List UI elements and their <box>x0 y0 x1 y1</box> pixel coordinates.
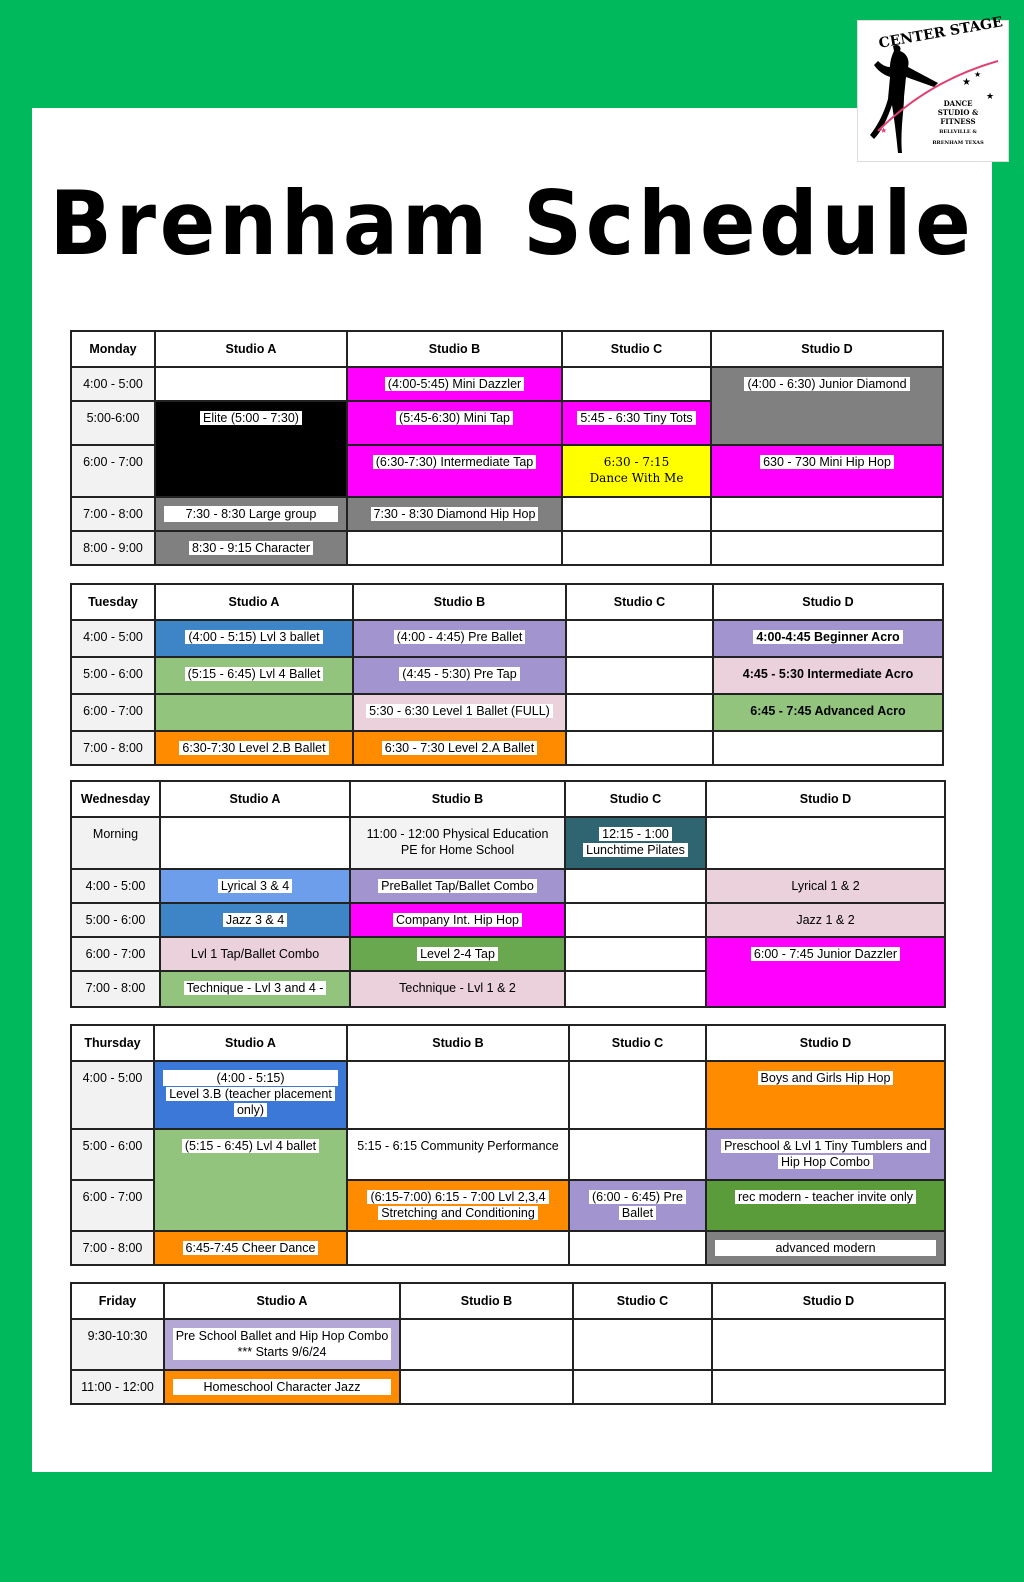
day-label: Monday <box>71 331 155 367</box>
time-cell: 6:00 - 7:00 <box>71 694 155 731</box>
class-cell <box>569 1180 706 1231</box>
table-row <box>71 1061 945 1129</box>
class-cell <box>160 869 350 903</box>
class-label: Ballet <box>619 1206 656 1220</box>
header-row <box>71 331 943 367</box>
class-label-line: *** Starts 9/6/24 <box>237 1345 327 1359</box>
class-cell <box>155 657 353 694</box>
thursday-table <box>70 1024 946 1266</box>
time-cell: Morning <box>71 817 160 869</box>
class-label: Lvl 1 Tap/Ballet Combo <box>190 947 320 961</box>
class-label: (6:30-7:30) Intermediate Tap <box>373 455 537 469</box>
class-label: Level 2-4 Tap <box>417 947 498 961</box>
class-label-line: Pre School Ballet and Hip Hop Combo <box>175 1329 389 1343</box>
class-label: (6:15-7:00) 6:15 - 7:00 Lvl 2,3,4 <box>367 1190 548 1204</box>
studio-d-header: Studio D <box>706 1025 945 1061</box>
time-cell: 6:00 - 7:00 <box>71 445 155 497</box>
class-cell <box>164 1319 400 1370</box>
table-row <box>71 657 943 694</box>
studio-b-header: Studio B <box>347 1025 569 1061</box>
svg-text:★: ★ <box>974 70 982 79</box>
class-cell <box>155 531 347 565</box>
class-cell <box>350 903 565 937</box>
class-cell <box>706 903 945 937</box>
table-row <box>71 367 943 401</box>
time-cell: 7:00 - 8:00 <box>71 731 155 765</box>
time-cell: 6:00 - 7:00 <box>71 1180 154 1231</box>
class-cell <box>562 445 711 497</box>
empty-cell <box>711 497 943 531</box>
header-row <box>71 1025 945 1061</box>
class-label: Hip Hop Combo <box>778 1155 873 1169</box>
class-cell <box>706 1180 945 1231</box>
class-cell <box>706 869 945 903</box>
table-row <box>71 694 943 731</box>
monday-table <box>70 330 944 566</box>
studio-c-header: Studio C <box>562 331 711 367</box>
empty-cell <box>711 531 943 565</box>
class-label: 7:30 - 8:30 Diamond Hip Hop <box>371 507 539 521</box>
class-cell <box>706 937 945 1007</box>
empty-cell <box>562 497 711 531</box>
class-cell <box>713 657 943 694</box>
empty-cell <box>155 367 347 401</box>
time-cell: 4:00 - 5:00 <box>71 367 155 401</box>
logo-line-2: DANCE STUDIO & FITNESS <box>937 99 979 126</box>
class-cell <box>160 903 350 937</box>
table-row <box>71 1231 945 1265</box>
studio-d-header: Studio D <box>713 584 943 620</box>
time-cell: 7:00 - 8:00 <box>71 497 155 531</box>
class-label: 4:00-4:45 Beginner Acro <box>753 630 902 644</box>
class-label: Homeschool Character Jazz <box>173 1379 391 1395</box>
studio-c-header: Studio C <box>569 1025 706 1061</box>
time-cell: 5:00 - 6:00 <box>71 657 155 694</box>
class-label: (6:00 - 6:45) Pre <box>589 1190 686 1204</box>
class-label: (4:00 - 6:30) Junior Diamond <box>744 377 909 391</box>
empty-cell <box>347 531 562 565</box>
class-label: PE for Home School <box>400 843 515 857</box>
class-cell <box>350 971 565 1007</box>
empty-cell <box>562 367 711 401</box>
wednesday-table <box>70 780 946 1008</box>
time-cell: 7:00 - 8:00 <box>71 971 160 1007</box>
studio-c-header: Studio C <box>565 781 706 817</box>
class-cell <box>565 817 706 869</box>
class-label: Level 3.B (teacher placement <box>166 1087 335 1101</box>
class-label: (4:00 - 4:45) Pre Ballet <box>394 630 526 644</box>
class-cell <box>347 367 562 401</box>
logo-line-3: BELLVILLE & BRENHAM TEXAS <box>932 129 984 146</box>
class-cell <box>154 1129 347 1231</box>
class-label: Stretching and Conditioning <box>378 1206 538 1220</box>
studio-b-header: Studio B <box>347 331 562 367</box>
svg-text:★: ★ <box>986 91 995 101</box>
class-cell <box>164 1370 400 1404</box>
class-label: (5:15 - 6:45) Lvl 4 ballet <box>182 1139 319 1153</box>
class-cell <box>160 971 350 1007</box>
tuesday-table <box>70 583 944 766</box>
time-cell: 4:00 - 5:00 <box>71 1061 154 1129</box>
class-label: Jazz 1 & 2 <box>796 913 855 927</box>
table-row <box>71 531 943 565</box>
time-cell: 9:30-10:30 <box>71 1319 164 1370</box>
table-row <box>71 937 945 971</box>
class-label: 8:30 - 9:15 Character <box>189 541 313 555</box>
class-label: advanced modern <box>715 1240 936 1256</box>
class-label: 6:30-7:30 Level 2.B Ballet <box>179 741 328 755</box>
studio-d-header: Studio D <box>711 331 943 367</box>
empty-cell <box>565 869 706 903</box>
class-label: 4:45 - 5:30 Intermediate Acro <box>742 667 914 681</box>
class-label <box>173 1328 391 1360</box>
table-row <box>71 497 943 531</box>
class-label: (5:45-6:30) Mini Tap <box>396 411 513 425</box>
class-cell <box>350 869 565 903</box>
class-cell <box>155 497 347 531</box>
empty-cell <box>562 531 711 565</box>
day-label: Friday <box>71 1283 164 1319</box>
class-label: Boys and Girls Hip Hop <box>758 1071 894 1085</box>
class-cell <box>155 694 353 731</box>
table-row <box>71 817 945 869</box>
class-cell <box>155 401 347 497</box>
class-cell <box>154 1231 347 1265</box>
studio-d-header: Studio D <box>712 1283 945 1319</box>
day-label: Wednesday <box>71 781 160 817</box>
studio-b-header: Studio B <box>350 781 565 817</box>
class-label: 5:30 - 6:30 Level 1 Ballet (FULL) <box>366 704 553 718</box>
empty-cell <box>565 971 706 1007</box>
class-cell <box>353 657 566 694</box>
time-cell: 6:00 - 7:00 <box>71 937 160 971</box>
class-label: (4:45 - 5:30) Pre Tap <box>399 667 519 681</box>
class-label: Lunchtime Pilates <box>583 843 688 857</box>
friday-table <box>70 1282 946 1405</box>
class-cell <box>713 694 943 731</box>
empty-cell <box>347 1231 569 1265</box>
empty-cell <box>712 1319 945 1370</box>
class-cell <box>706 1129 945 1180</box>
page-title: Brenham Schedule <box>49 172 975 275</box>
class-label: 11:00 - 12:00 Physical Education <box>366 827 549 841</box>
header-row <box>71 1283 945 1319</box>
studio-a-header: Studio A <box>155 331 347 367</box>
class-cell <box>347 497 562 531</box>
empty-cell <box>160 817 350 869</box>
class-label: (5:15 - 6:45) Lvl 4 Ballet <box>185 667 324 681</box>
class-label: PreBallet Tap/Ballet Combo <box>378 879 537 893</box>
svg-text:★: ★ <box>962 77 971 88</box>
class-label: 5:45 - 6:30 Tiny Tots <box>577 411 695 425</box>
class-label: Preschool & Lvl 1 Tiny Tumblers and <box>721 1139 930 1153</box>
logo-name: CENTER STAGE <box>877 14 1004 52</box>
class-cell <box>353 731 566 765</box>
class-label: (4:00 - 5:15) <box>163 1070 338 1086</box>
empty-cell <box>565 937 706 971</box>
class-label: 6:00 - 7:45 Junior Dazzler <box>751 947 900 961</box>
class-cell <box>711 445 943 497</box>
studio-d-header: Studio D <box>706 781 945 817</box>
time-cell: 11:00 - 12:00 <box>71 1370 164 1404</box>
header-row <box>71 584 943 620</box>
empty-cell <box>712 1370 945 1404</box>
class-label: (4:00-5:45) Mini Dazzler <box>385 377 524 391</box>
time-cell: 7:00 - 8:00 <box>71 1231 154 1265</box>
class-label: rec modern - teacher invite only <box>735 1190 916 1204</box>
empty-cell <box>566 694 713 731</box>
class-label: only) <box>234 1103 267 1117</box>
class-label: Elite (5:00 - 7:30) <box>200 411 302 425</box>
table-row <box>71 869 945 903</box>
time-cell: 8:00 - 9:00 <box>71 531 155 565</box>
center-stage-logo <box>857 14 1009 162</box>
studio-b-header: Studio B <box>400 1283 573 1319</box>
studio-c-header: Studio C <box>573 1283 712 1319</box>
class-cell <box>706 1231 945 1265</box>
class-label: 5:15 - 6:15 Community Performance <box>357 1139 559 1153</box>
empty-cell <box>566 731 713 765</box>
table-row <box>71 1129 945 1180</box>
header-row <box>71 781 945 817</box>
empty-cell <box>573 1370 712 1404</box>
class-label: 6:45 - 7:45 Advanced Acro <box>750 704 906 718</box>
class-label: 12:15 - 1:00 <box>599 827 672 841</box>
class-label: 7:30 - 8:30 Large group <box>164 506 338 522</box>
svg-text:★: ★ <box>880 126 888 135</box>
class-label: Dance With Me <box>589 471 684 485</box>
class-label: Technique - Lvl 3 and 4 - <box>184 981 327 995</box>
empty-cell <box>713 731 943 765</box>
class-label: Company Int. Hip Hop <box>393 913 522 927</box>
class-cell <box>350 937 565 971</box>
class-cell <box>154 1061 347 1129</box>
table-row <box>71 1370 945 1404</box>
empty-cell <box>566 620 713 657</box>
class-label: 6:30 - 7:30 Level 2.A Ballet <box>382 741 537 755</box>
class-cell <box>711 367 943 445</box>
class-cell <box>706 1061 945 1129</box>
class-label: 630 - 730 Mini Hip Hop <box>760 455 894 469</box>
class-label: Jazz 3 & 4 <box>223 913 287 927</box>
empty-cell <box>569 1231 706 1265</box>
empty-cell <box>400 1319 573 1370</box>
class-cell <box>353 694 566 731</box>
class-cell <box>155 620 353 657</box>
class-cell <box>347 1180 569 1231</box>
empty-cell <box>566 657 713 694</box>
class-label: Technique - Lvl 1 & 2 <box>399 981 516 995</box>
class-label: (4:00 - 5:15) Lvl 3 ballet <box>185 630 322 644</box>
class-cell <box>160 937 350 971</box>
time-cell: 4:00 - 5:00 <box>71 869 160 903</box>
class-cell <box>353 620 566 657</box>
studio-a-header: Studio A <box>154 1025 347 1061</box>
class-label: Lyrical 3 & 4 <box>218 879 292 893</box>
empty-cell <box>400 1370 573 1404</box>
empty-cell <box>569 1061 706 1129</box>
empty-cell <box>573 1319 712 1370</box>
studio-c-header: Studio C <box>566 584 713 620</box>
class-label: 6:45-7:45 Cheer Dance <box>183 1241 319 1255</box>
table-row <box>71 731 943 765</box>
time-cell: 5:00 - 6:00 <box>71 1129 154 1180</box>
studio-b-header: Studio B <box>353 584 566 620</box>
time-cell: 4:00 - 5:00 <box>71 620 155 657</box>
day-label: Tuesday <box>71 584 155 620</box>
time-cell: 5:00-6:00 <box>71 401 155 445</box>
class-cell <box>562 401 711 445</box>
time-cell: 5:00 - 6:00 <box>71 903 160 937</box>
class-cell <box>155 731 353 765</box>
class-cell <box>350 817 565 869</box>
class-label: Lyrical 1 & 2 <box>791 879 860 893</box>
studio-a-header: Studio A <box>155 584 353 620</box>
table-row <box>71 903 945 937</box>
class-cell <box>347 1129 569 1180</box>
empty-cell <box>565 903 706 937</box>
class-cell <box>347 445 562 497</box>
studio-a-header: Studio A <box>164 1283 400 1319</box>
day-label: Thursday <box>71 1025 154 1061</box>
class-cell <box>713 620 943 657</box>
table-row <box>71 1319 945 1370</box>
logo-subtitle <box>928 99 988 148</box>
studio-a-header: Studio A <box>160 781 350 817</box>
empty-cell <box>706 817 945 869</box>
table-row <box>71 620 943 657</box>
empty-cell <box>347 1061 569 1129</box>
empty-cell <box>569 1129 706 1180</box>
class-label: 6:30 - 7:15 <box>603 455 670 469</box>
class-cell <box>347 401 562 445</box>
